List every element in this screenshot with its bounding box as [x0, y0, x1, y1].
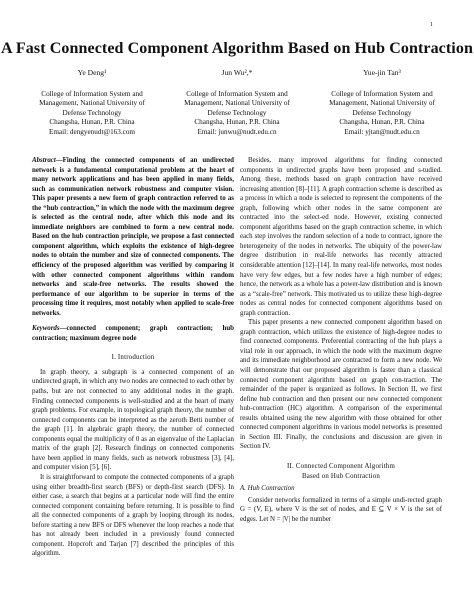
- left-column: [32, 156, 234, 559]
- body-paragraph: In graph theory, a subgraph is a connected component of an undirected graph, in which any two nodes are connected to each other by paths, but are not connected to any additional nodes in the graph. Finding connected components is well-studied and at the heart of many graph problems. For example, in topological graph theory, the number of connected components can be interpreted as the zeroth Betti number of the graph [1]. In algebraic graph theory, the number of connected components equal the multiplicity of 0 as an eigenvalue of the Laplacian matrix of the graph [2]. Research findings on connected components have been applied in many fields, such as network robustness [3], [4], and computer vision [5], [6].: [32, 368, 234, 472]
- body-paragraph: Consider networks formalized in terms of a simple undi-rected graph G = (V, E), where V is the set of nodes, and E ⊆ V × V is the set of edges. Let N = |V| be the number: [240, 496, 442, 523]
- page-number: 1: [430, 22, 433, 28]
- right-column: [240, 156, 442, 524]
- section-heading-introduction: I. Introduction: [111, 354, 155, 362]
- author-block: [24, 68, 450, 138]
- author-affiliation-line: Defense Technology: [352, 108, 412, 117]
- author-address-line: Changsha, Hunan, P.R. China: [339, 118, 425, 127]
- author-email: Email: dengyenudt@163.com: [48, 127, 136, 136]
- author-affiliation-line: Defense Technology: [207, 108, 267, 117]
- author-affiliation-line: College of Information System and: [186, 89, 288, 98]
- author-name: Yue-jin Tan³: [363, 68, 401, 77]
- subsection-heading: A. Hub Contraction: [240, 485, 295, 493]
- author-name: Ye Deng¹: [77, 68, 107, 77]
- abstract: [32, 156, 234, 318]
- section-heading-line: II. Connected Component Algorithm: [286, 462, 396, 470]
- body-paragraph: This paper presents a new connected component algorithm based on graph contraction, which utilizes the existence of high-degree nodes to find connected components. Preferential contracting of the hub plays a vital role in our approach, in which the node with the maximum degree and its immediate neighborhood are contracted to form a new node. We will demonstrate that our proposed algorithm is faster than a classical connected component algorithm based on graph con-traction. The remainder of the paper is organized as follows. In Section II, we first define hub contraction and then present our new connected component hub-contraction (HC) algorithm. A comparison of the experimental results obtained using the new algorithm with those obtained for other connected component algorithms in various model networks is presented in Section III. Finally, the conclusions and discussion are given in Section IV.: [240, 319, 442, 451]
- author-affiliation-line: College of Information System and: [41, 89, 143, 98]
- author-affiliation-line: Management, National University of: [39, 99, 145, 108]
- keywords-text: —connected component; graph contraction; hub contraction; maximum degree node: [32, 325, 234, 342]
- section-heading-line: Based on Hub Contraction: [301, 472, 381, 480]
- author-1: [24, 68, 160, 138]
- author-3: [314, 68, 450, 138]
- body-paragraph: It is straightforward to compute the connected components of a graph using either breadth-first search (BFS) or depth-first search (DFS). In either case, a search that begins at a particular node will find the entire connected component containing before returning. It is possible to find all the connected components of a graph by looping through its nodes, before starting a new BFS or DFS whenever the loop reaches a node that has not already been included in a previously found connected component. Hopcroft and Tarjan [7] described the principles of this algorithm.: [32, 473, 234, 558]
- author-2: [169, 68, 305, 138]
- paper-title: A Fast Connected Component Algorithm Based on Hub Contraction: [1, 40, 473, 57]
- author-affiliation-line: Management, National University of: [184, 99, 290, 108]
- abstract-text: —Finding the connected components of an undirected network is a fundamental computational problem at the heart of many network applications and has been applied in many fields, such as communication network robustness and computer vision. This paper presents a new form of graph contraction referred to as the “hub contraction,” in which the node with the maximum degree is selected as the central node, after which this node and its immediate neighbors are combined to form a new central node. Based on the hub contraction principle, we propose a fast connected component algorithm, which exploits the existence of high-degree nodes to obtain the number and size of connected components. The efficiency of the proposed algorithm was verified by comparing it with other connected component algorithms within random networks and scale-free networks. The results showed the performance of our algorithm to be superior in terms of the processing time it requires, most notably when applied to scale-free networks.: [32, 157, 234, 317]
- author-address-line: Changsha, Hunan, P.R. China: [194, 118, 280, 127]
- author-affiliation-line: Defense Technology: [62, 108, 122, 117]
- author-address-line: Changsha, Hunan, P.R. China: [49, 118, 135, 127]
- author-email: Email: junwu@nudt.edu.cn: [197, 127, 277, 136]
- author-affiliation-line: College of Information System and: [331, 89, 433, 98]
- section-heading-algorithm: [240, 462, 442, 481]
- author-email: Email: yjtan@nudt.edu.cn: [344, 127, 420, 136]
- abstract-label: Abstract: [32, 157, 56, 164]
- body-paragraph: Besides, many improved algorithms for finding connected components in undirected graphs have been proposed and s-tudied. Among these, methods based on graph contraction have received increasing attention [8]–[11]. A graph contraction scheme is described as a process in which a node is selected to represent the components of the graph, following which other nodes in the same component are contracted into the select-ed node. However, existing connected component algorithms based on the graph contraction scheme, in which each step involves the random selection of a node to contract, ignore the heterogeneity of the nodes in networks. The ubiquity of the power-law degree distribution in real-life networks has recently attracted considerable attention [12]–[14]. In many real-life networks, most nodes have very few edges, but a few nodes have a high number of edges; hence, the network as a whole has a power-law distribution and is known as a “scale-free” network. This motivated us to utilize these high-degree nodes as central nodes for connected component algorithms based on graph contraction.: [240, 157, 442, 317]
- author-name: Jun Wu²,*: [221, 68, 253, 77]
- keywords-label: Keywords: [32, 325, 60, 333]
- author-affiliation-line: Management, National University of: [329, 99, 435, 108]
- keywords: [32, 324, 234, 343]
